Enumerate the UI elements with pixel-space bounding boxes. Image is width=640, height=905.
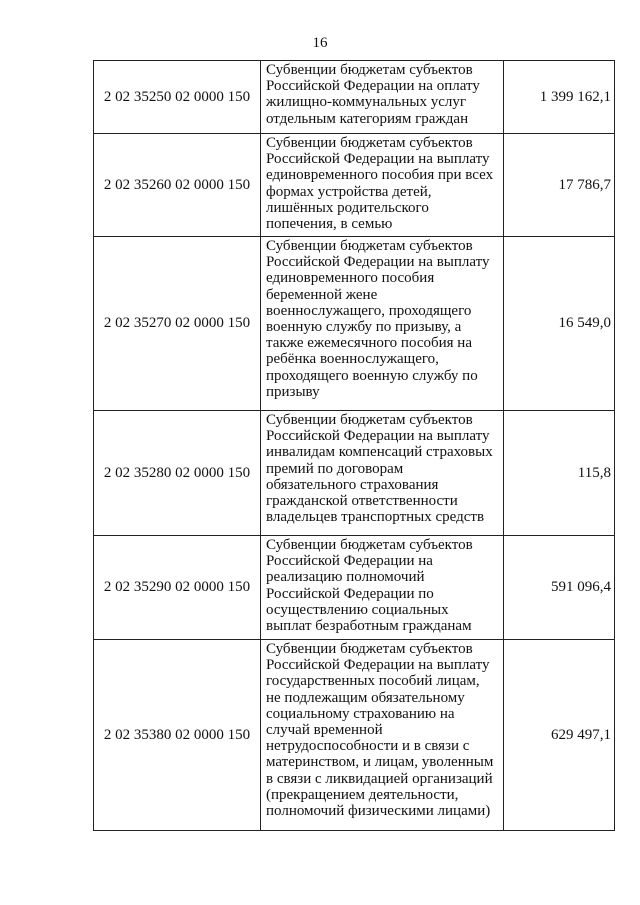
description-line: лишённых родительского [266,199,429,216]
budget-code-cell: 2 02 35250 02 0000 150 [94,61,261,134]
description-line: выплат безработным гражданам [266,618,472,635]
budget-code-cell: 2 02 35380 02 0000 150 [94,640,261,831]
description-line: (прекращением деятельности, [266,786,459,803]
description-line: полномочий физическими лицами) [266,803,491,820]
amount-cell: 1 399 162,1 [504,61,615,134]
description-line: обязательного страхования [266,476,439,493]
description-line: материнством, и лицам, уволенным [266,754,494,771]
description-line: попечения, в семью [266,216,393,233]
description-line: владельцев транспортных средств [266,509,485,526]
description-line: Российской Федерации на выплату [266,657,490,674]
description-line: случай временной [266,722,383,739]
table-body [94,61,615,831]
description-line: Субвенции бюджетам субъектов [266,135,473,151]
description-line: отдельным категориям граждан [266,110,469,127]
description-line: инвалидам компенсаций страховых [266,444,493,461]
budget-code-cell: 2 02 35270 02 0000 150 [94,237,261,411]
description-line: беременной жене [266,286,378,303]
description-line: нетрудоспособности и в связи с [266,738,470,755]
table-row [94,237,615,411]
description-line: государственных пособий лицам, [266,673,480,690]
description-line: Субвенции бюджетам субъектов [266,641,473,657]
table-row [94,640,615,831]
description-line: также ежемесячного пособия на [266,335,472,352]
description-line: в связи с ликвидацией организаций [266,770,493,787]
budget-code-cell: 2 02 35290 02 0000 150 [94,536,261,640]
description-line: формах устройства детей, [266,183,432,200]
budget-code-cell: 2 02 35260 02 0000 150 [94,134,261,237]
table-row [94,411,615,536]
description-line: Российской Федерации на выплату [266,254,490,271]
description-cell [261,536,504,640]
description-cell [261,61,504,134]
description-cell [261,134,504,237]
description-line: жилищно-коммунальных услуг [266,94,466,111]
description-line: Субвенции бюджетам субъектов [266,62,473,78]
description-cell [261,237,504,411]
description-line: Российской Федерации на [266,553,433,570]
description-line: ребёнка военнослужащего, [266,351,439,368]
amount-cell: 629 497,1 [504,640,615,831]
budget-code-cell: 2 02 35280 02 0000 150 [94,411,261,536]
description-line: единовременного пособия при всех [266,167,494,184]
description-line: гражданской ответственности [266,493,458,510]
description-line: Российской Федерации по [266,585,434,602]
description-line: Российской Федерации на оплату [266,78,480,95]
description-line: военную службу по призыву, а [266,319,462,336]
page-number: 16 [312,35,328,51]
description-line: военнослужащего, проходящего [266,302,472,319]
description-line: Субвенции бюджетам субъектов [266,238,473,254]
description-line: Субвенции бюджетам субъектов [266,537,473,553]
description-cell [261,411,504,536]
description-line: призыву [266,383,320,400]
amount-cell: 115,8 [504,411,615,536]
description-line: не подлежащим обязательному [266,689,465,706]
description-line: реализацию полномочий [266,569,425,586]
table-row [94,536,615,640]
description-line: Субвенции бюджетам субъектов [266,412,473,428]
description-line: Российской Федерации на выплату [266,151,490,168]
budget-revenue-table [93,60,615,831]
amount-cell: 17 786,7 [504,134,615,237]
table-row [94,61,615,134]
description-line: социальному страхованию на [266,705,455,722]
description-cell [261,640,504,831]
table-row [94,134,615,237]
description-line: Российской Федерации на выплату [266,428,490,445]
amount-cell: 16 549,0 [504,237,615,411]
description-line: осуществлению социальных [266,601,449,618]
description-line: премий по договорам [266,460,404,477]
amount-cell: 591 096,4 [504,536,615,640]
description-line: проходящего военную службу по [266,367,478,384]
description-line: единовременного пособия [266,270,435,287]
